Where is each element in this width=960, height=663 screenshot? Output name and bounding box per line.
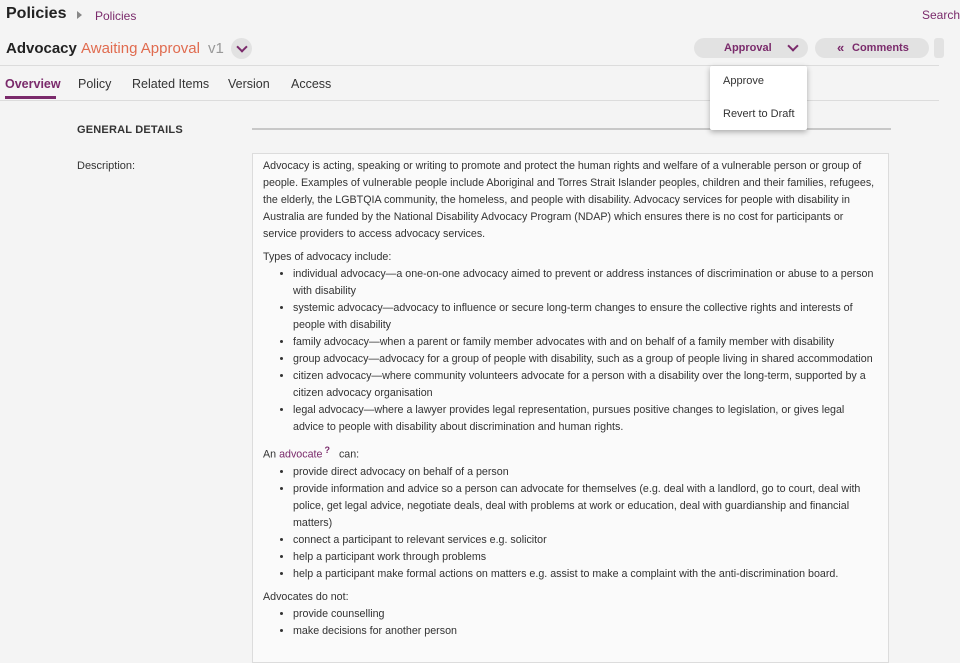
record-status: Awaiting Approval (81, 40, 200, 57)
description-content (252, 153, 889, 663)
list-item: • help a participant work through problems (293, 549, 878, 566)
comments-label: Comments (852, 42, 909, 54)
description-intro: Advocacy is acting, speaking or writing to promote and protect the human rights and welfare of a vulnerable person or group of people. Examples of vulnerable people include Aboriginal and Torres Strait Islander peoples, children and their families, refugees, the elderly, the LGBTQIA community, the homeless, and people with disability. Advocacy services for people with disability in Australia are funded by the National Disability Advocacy Program (NDAP) which ensures there is no cost for participants or service providers to access advocacy services. (263, 160, 875, 240)
approval-button[interactable] (694, 38, 808, 58)
list-item: • systemic advocacy—advocacy to influence or secure long-term changes to ensure the collective rights and interests of people with disability (293, 300, 878, 334)
tab-overview[interactable]: Overview (5, 77, 61, 91)
menu-item-approve[interactable]: Approve (723, 75, 764, 87)
can-list (263, 464, 878, 583)
list-item: • provide direct advocacy on behalf of a person (293, 464, 878, 481)
active-tab-indicator (5, 96, 56, 99)
types-list (263, 266, 878, 436)
record-title: Advocacy (6, 40, 77, 57)
glossary-help-icon[interactable]: ? (324, 445, 330, 455)
breadcrumb-arrow-icon (77, 11, 82, 19)
list-item: • make decisions for another person (293, 623, 878, 640)
tab-version[interactable]: Version (228, 77, 270, 91)
tab-policy[interactable]: Policy (78, 77, 112, 91)
can-prefix: An (263, 448, 277, 461)
list-item: • citizen advocacy—where community volunteers advocate for a person with a disability over the long-term, supported by a citizen advocacy organisation (293, 368, 878, 402)
approval-menu (710, 66, 807, 130)
chevron-down-icon (787, 40, 798, 51)
list-item: • provide counselling (293, 606, 878, 623)
chevron-down-icon (236, 41, 247, 52)
record-version: v1 (208, 40, 224, 57)
list-item: • connect a participant to relevant services e.g. solicitor (293, 532, 878, 549)
types-heading: Types of advocacy include: (263, 251, 392, 263)
search-link[interactable]: Search (922, 8, 960, 22)
can-suffix: can: (338, 448, 360, 461)
list-item: • provide information and advice so a person can advocate for themselves (e.g. deal with a landlord, go to court, deal with police, get legal advice, negotiate deals, deal with problems at work or education, deal with guardianship and financial matters) (293, 481, 878, 532)
comments-button[interactable] (815, 38, 929, 58)
app-title: Policies (6, 5, 67, 22)
list-item: • help a participant make formal actions on matters e.g. assist to make a complaint with the anti-discrimination board. (293, 566, 878, 583)
tab-related-items[interactable]: Related Items (132, 77, 210, 91)
not-list (263, 606, 878, 640)
list-item: • legal advocacy—where a lawyer provides legal representation, pursues positive changes to legislation, or gives legal advice to people with disability about discrimination and human rights. (293, 402, 878, 436)
double-chevron-left-icon: « (837, 40, 845, 55)
approval-label: Approval (724, 42, 772, 54)
not-heading: Advocates do not: (263, 590, 349, 603)
can-heading (263, 442, 878, 464)
tab-access[interactable]: Access (291, 77, 332, 91)
advocate-glossary-link[interactable]: advocate (279, 448, 323, 461)
list-item: • family advocacy—when a parent or family member advocates with and on behalf of a family member with disability (293, 334, 878, 351)
section-title: GENERAL DETAILS (77, 124, 183, 136)
breadcrumb-policies[interactable]: Policies (95, 9, 137, 23)
top-bar (0, 0, 960, 32)
list-item: • individual advocacy—a one-on-one advocacy aimed to prevent or address instances of discrimination or abuse to a person with disability (293, 266, 878, 300)
list-item: • group advocacy—advocacy for a group of people with disability, such as a group of people living in shared accommodation (293, 351, 878, 368)
more-button[interactable] (934, 38, 944, 58)
menu-item-revert-to-draft[interactable]: Revert to Draft (723, 108, 795, 120)
description-label: Description: (77, 160, 136, 172)
version-dropdown-button[interactable] (231, 38, 252, 59)
